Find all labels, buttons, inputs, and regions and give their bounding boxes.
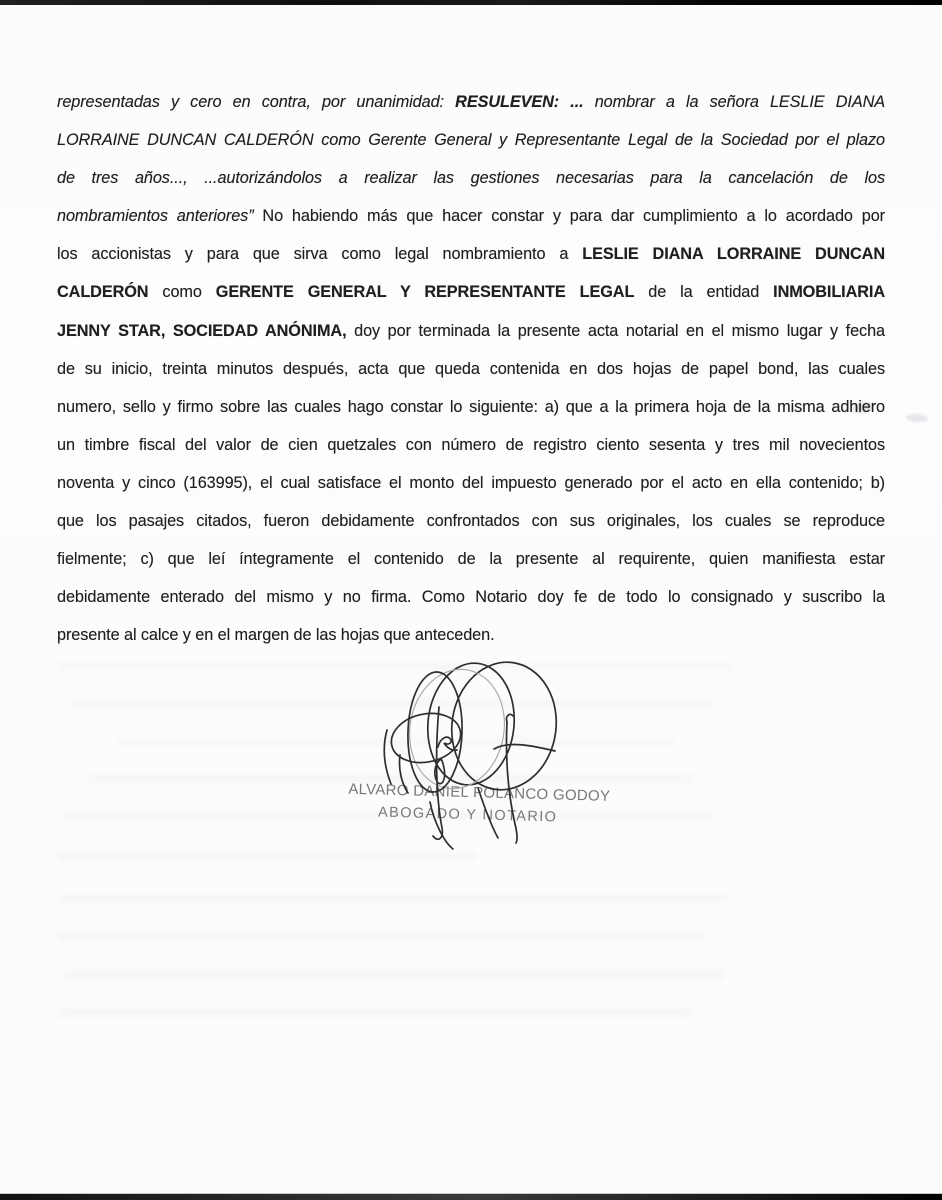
text-segment: JENNY STAR, SOCIEDAD ANÓNIMA, — [57, 321, 347, 340]
text-segment: debidamente enterado del mismo y no firma. Como Notario doy fe de todo lo consignado y suscribo la — [57, 588, 885, 607]
text-segment: los accionistas y para que sirva como legal nombramiento a — [57, 245, 583, 264]
text-line — [57, 388, 885, 426]
text-segment: RESULEVEN: ... — [455, 93, 584, 111]
text-line — [57, 197, 885, 235]
text-segment: representadas y cero en contra, por unanimidad: — [57, 93, 456, 111]
text-line — [57, 235, 885, 273]
text-line — [57, 540, 885, 578]
text-line — [57, 616, 885, 654]
text-line — [57, 426, 885, 464]
scan-edge-top — [0, 0, 942, 5]
text-segment: INMOBILIARIA — [773, 283, 885, 302]
text-line — [57, 83, 885, 121]
text-line — [57, 159, 885, 197]
stamp-name: ALVARO DANIEL POLANCO GODOY — [348, 780, 611, 805]
text-segment: como — [148, 283, 216, 302]
text-segment: de la entidad — [634, 283, 774, 302]
text-segment: presente al calce y en el margen de las hojas que anteceden. — [57, 626, 495, 645]
text-segment: noventa y cinco (163995), el cual satisface el monto del impuesto generado por el acto en ella contenido; b) — [57, 473, 885, 492]
text-segment: fielmente; c) que leí íntegramente el contenido de la presente al requirente, quien manifiesta estar — [57, 550, 885, 569]
text-segment: GERENTE GENERAL Y REPRESENTANTE LEGAL — [215, 283, 635, 302]
text-line — [57, 312, 885, 350]
scan-edge-bottom — [0, 1193, 942, 1200]
text-segment: LESLIE DIANA LORRAINE DUNCAN — [582, 245, 885, 264]
body-text — [57, 83, 885, 654]
text-line — [57, 350, 885, 388]
bleed-through-line — [57, 932, 705, 941]
text-line — [57, 273, 885, 311]
text-line — [57, 578, 885, 616]
text-segment: numero, sello y firmo sobre las cuales hago constar lo siguiente: a) que a la primera hoja de la misma adhiero — [57, 397, 885, 416]
text-segment: LORRAINE DUNCAN CALDERÓN como Gerente General y Representante Legal de la Sociedad por el plazo — [57, 131, 885, 150]
text-segment: que los pasajes citados, fueron debidamente confrontados con sus originales, los cuales se reproduce — [57, 512, 885, 531]
text-segment: doy por terminada la presente acta notarial en el mismo lugar y fecha — [346, 321, 885, 340]
text-segment: un timbre fiscal del valor de cien quetzales con número de registro ciento sesenta y tres mil novecientos — [57, 435, 885, 454]
text-segment: de su inicio, treinta minutos después, acta que queda contenida en dos hojas de papel bond, las cuales — [57, 359, 885, 378]
text-line — [57, 502, 885, 540]
text-line — [57, 464, 885, 502]
text-segment: de tres años..., ...autorizándolos a realizar las gestiones necesarias para la cancelación de los — [57, 169, 885, 188]
paper-smudge — [906, 413, 929, 423]
bleed-through-line — [64, 970, 724, 979]
text-segment: No habiendo más que hacer constar y para dar cumplimiento a lo acordado por — [253, 207, 885, 226]
text-segment: nombramientos anteriores” — [57, 207, 254, 226]
signature — [378, 652, 573, 862]
bleed-through-line — [60, 894, 728, 903]
text-segment: nombrar a la señora LESLIE DIANA — [583, 93, 885, 111]
text-segment: CALDERÓN — [57, 283, 149, 302]
bleed-through-line — [57, 1008, 693, 1017]
text-line — [57, 121, 885, 159]
stamp-title: ABOGADO Y NOTARIO — [377, 804, 558, 826]
